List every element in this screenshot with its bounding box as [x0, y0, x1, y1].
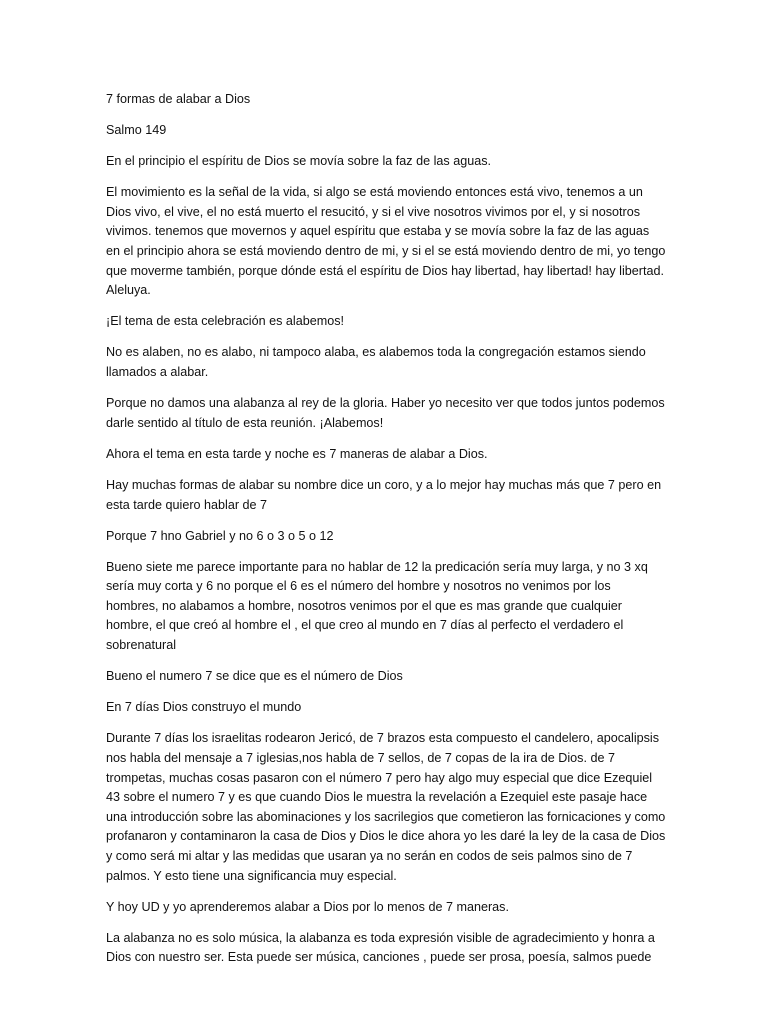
- paragraph: Porque no damos una alabanza al rey de la gloria. Haber yo necesito ver que todos juntos podemos darle sentido al título de esta reunión. ¡Alabemos!: [106, 396, 665, 430]
- paragraph: En el principio el espíritu de Dios se movía sobre la faz de las aguas.: [106, 154, 492, 169]
- paragraph: Durante 7 días los israelitas rodearon Jericó, de 7 brazos esta compuesto el candelero, apocalipsis nos habla del mensaje a 7 iglesias,nos habla de 7 sellos, de 7 copas de la ira de Dios. de 7 trompetas, muchas cosas pasaron con el número 7 pero hay algo muy especial que dice Ezequiel 43 sobre el numero 7 y es que cuando Dios le muestra la revelación a Ezequiel este pasaje hace una introducción sobre las abominaciones y los sacrilegios que cometieron las fornicaciones y como profanaron y contaminaron la casa de Dios y Dios le dice ahora yo les daré la ley de la casa de Dios y como será mi altar y las medidas que usaran ya no serán en codos de seis palmos sino de 7 palmos. Y esto tiene una significancia muy especial.: [106, 731, 666, 883]
- paragraph: En 7 días Dios construyo el mundo: [106, 700, 302, 715]
- paragraph: Porque 7 hno Gabriel y no 6 o 3 o 5 o 12: [106, 528, 334, 543]
- paragraph: El movimiento es la señal de la vida, si algo se está moviendo entonces está vivo, tenemos a un Dios vivo, el vive, el no está muerto el resucitó, y si el vive nosotros vivimos por el, y si nosotros vivimos. tenemos que movernos y aquel espíritu que estaba y se movía sobre la faz de las aguas en el principio ahora se está moviendo dentro de mi, y si el se está moviendo dentro de mi, yo tengo que moverme también, porque dónde está el espíritu de Dios hay libertad, hay libertad! hay libertad. Aleluya.: [106, 185, 666, 298]
- document-title: 7 formas de alabar a Dios: [106, 92, 251, 106]
- paragraph: Hay muchas formas de alabar su nombre dice un coro, y a lo mejor hay muchas más que 7 pero en esta tarde quiero hablar de 7: [106, 477, 662, 512]
- paragraph: No es alaben, no es alabo, ni tampoco alaba, es alabemos toda la congregación estamos siendo llamados a alabar.: [106, 345, 646, 380]
- paragraph: Y hoy UD y yo aprenderemos alabar a Dios por lo menos de 7 maneras.: [106, 899, 509, 914]
- paragraph: Bueno el numero 7 se dice que es el número de Dios: [106, 669, 403, 684]
- paragraph: Bueno siete me parece importante para no hablar de 12 la predicación sería muy larga, y no 3 xq sería muy corta y 6 no porque el 6 es el número del hombre y nosotros no venimos por los hombres, no alabamos a hombre, nosotros venimos por el que es mas grande que cualquier hombre, el que creó al hombre el , el que creo al mundo en 7 días al perfecto el verdadero el sobrenatural: [106, 559, 648, 653]
- paragraph: Ahora el tema en esta tarde y noche es 7 maneras de alabar a Dios.: [106, 446, 488, 461]
- paragraph-psalm-reference: Salmo 149: [106, 123, 167, 138]
- document-body: [106, 90, 666, 979]
- paragraph: La alabanza no es solo música, la alabanza es toda expresión visible de agradecimiento y honra a Dios con nuestro ser. Esta puede ser música, canciones , puede ser prosa, poesía, salmos puede: [106, 930, 655, 965]
- paragraph: ¡El tema de esta celebración es alabemos!: [106, 314, 345, 329]
